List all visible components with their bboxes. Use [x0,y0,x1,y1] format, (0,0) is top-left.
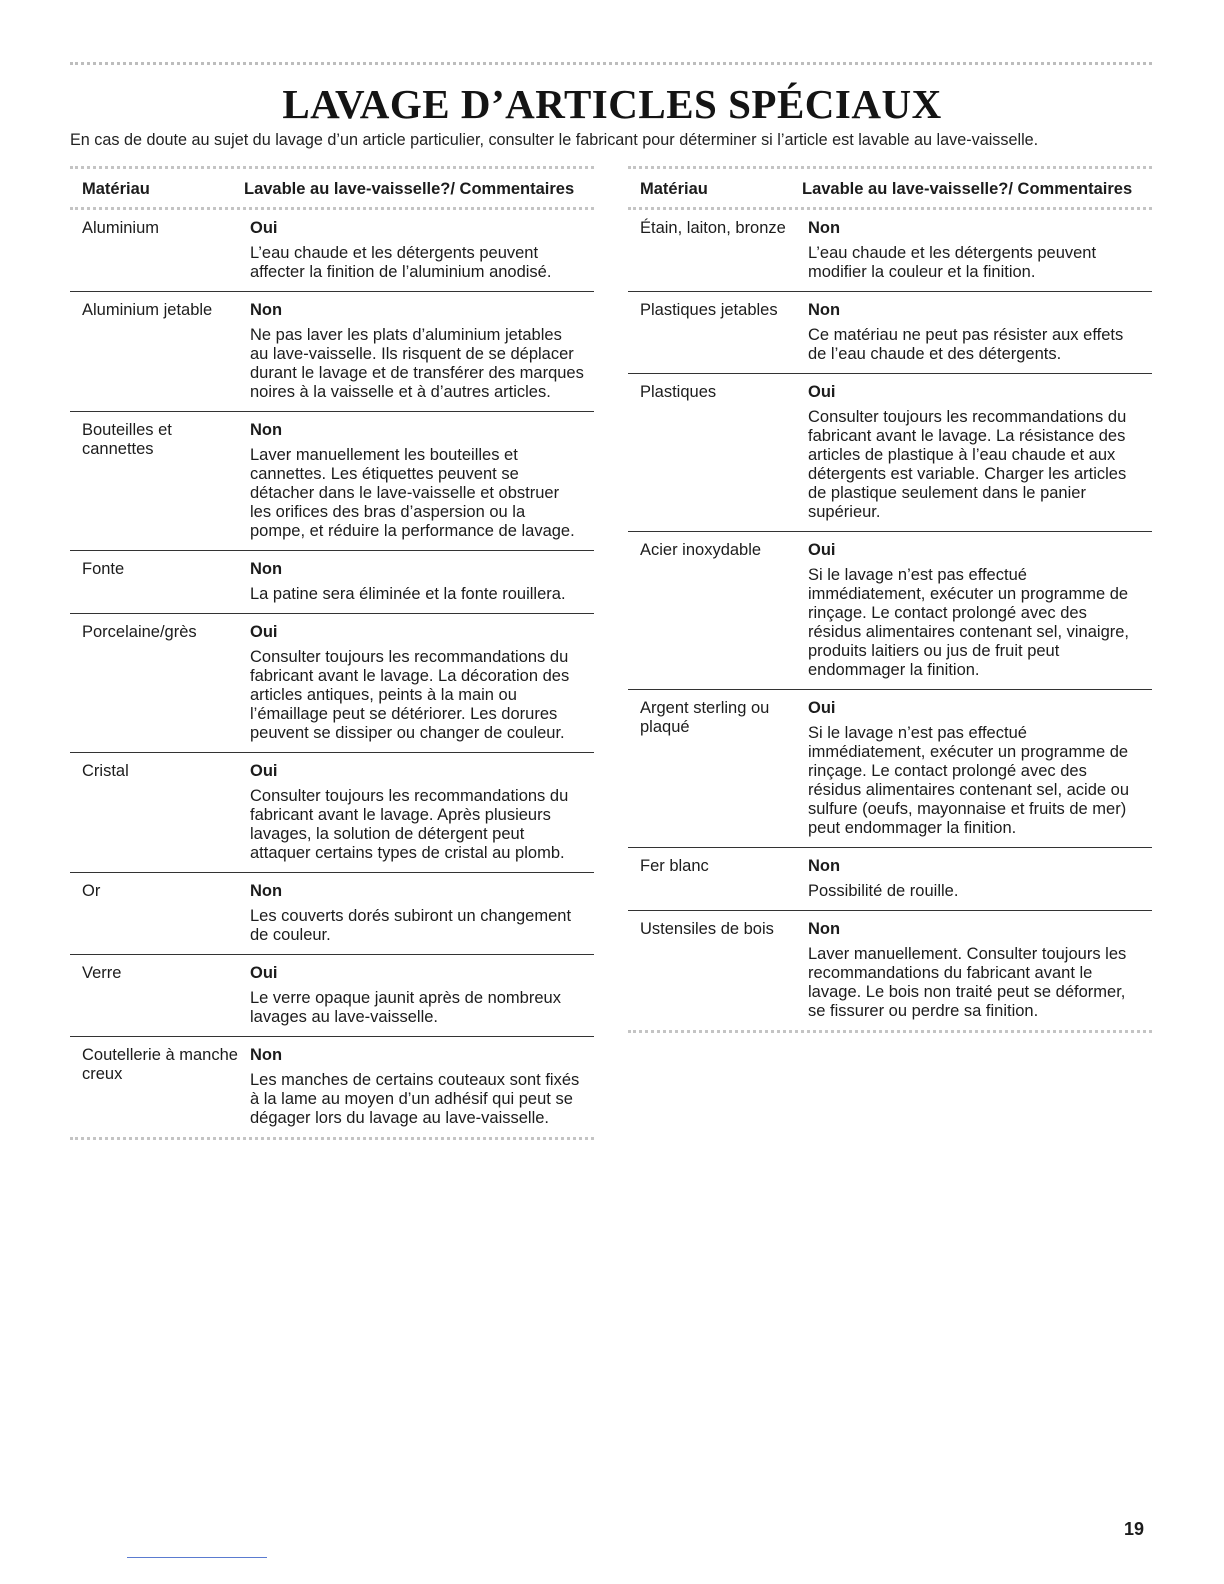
verdict: Oui [250,219,278,237]
table-row [628,848,1152,911]
page-number: 19 [1124,1519,1145,1539]
verdict: Non [808,219,841,237]
table-row [628,210,1152,292]
table-row [628,374,1152,532]
comment: Ne pas laver les plats d’aluminium jetables au lave-vaisselle. Ils risquent de se déplacer durant le lavage et de transférer des marques noires à la vaisselle et à d’autres articles. [250,326,584,401]
table-row [70,551,594,614]
material-cell: Cristal [82,762,129,780]
comment: Si le lavage n’est pas effectué immédiatement, exécuter un programme de rinçage. Le contact prolongé avec des résidus alimentaires contenant sel, vinaigre, produits laitiers ou jus de fruit peut endommager la finition. [808,566,1130,679]
washable-cell [250,623,594,743]
material-cell: Fer blanc [640,857,709,875]
material-cell: Aluminium jetable [82,301,213,319]
comment: Les manches de certains couteaux sont fixés à la lame au moyen d’un adhésif qui peut se dégager lors du lavage au lave-vaisselle. [250,1071,580,1127]
comment: Consulter toujours les recommandations du fabricant avant le lavage. La résistance des articles de plastique à l’eau chaude et aux détergents est variable. Charger les articles de plastique seulement dans le panier supérieur. [808,408,1127,521]
material-cell: Coutellerie à manche creux [82,1046,238,1083]
washable-cell [250,421,594,541]
material-cell: Acier inoxydable [640,541,762,559]
washable-cell [250,219,594,282]
material-cell: Argent sterling ou plaqué [640,699,770,736]
verdict: Non [808,857,841,875]
verdict: Oui [808,699,836,717]
washable-header: Lavable au lave-vaisselle?/ Commentaires [802,180,1133,198]
washable-cell [250,1046,594,1128]
comment: Consulter toujours les recommandations du fabricant avant le lavage. La décoration des articles antiques, peints à la main ou l’émaillage peut se détériorer. Les dorures peuvent se dissiper ou changer de couleur. [250,648,570,742]
material-cell: Verre [82,964,122,982]
right-table [628,166,1152,1033]
table-row [70,1037,594,1140]
washable-cell [808,857,1152,901]
verdict: Oui [808,541,836,559]
comment: L’eau chaude et les détergents peuvent modifier la couleur et la finition. [808,244,1097,281]
washable-cell [808,383,1152,522]
table-row [628,292,1152,374]
washable-cell [808,301,1152,364]
washable-cell [808,699,1152,838]
table-row [70,955,594,1037]
table-header [70,166,594,210]
comment: Si le lavage n’est pas effectué immédiatement, exécuter un programme de rinçage. Le contact prolongé avec des résidus alimentaires contenant sel, acide ou sulfure (oeufs, mayonnaise et fruits de mer) peut endommager la finition. [808,724,1130,837]
verdict: Oui [250,623,278,641]
verdict: Non [808,301,841,319]
comment: Le verre opaque jaunit après de nombreux lavages au lave-vaisselle. [250,989,561,1026]
washable-cell [808,920,1152,1021]
left-table-body [70,210,594,1140]
table-row [628,911,1152,1033]
verdict: Oui [250,762,278,780]
washable-cell [250,301,594,402]
verdict: Non [808,920,841,938]
table-row [70,873,594,955]
material-cell: Fonte [82,560,125,578]
material-cell: Aluminium [82,219,160,237]
table-row [70,614,594,753]
left-table [70,166,594,1140]
material-header: Matériau [82,180,150,198]
table-header [628,166,1152,210]
comment: Laver manuellement les bouteilles et cannettes. Les étiquettes peuvent se détacher dans le lave-vaisselle et obstruer les orifices des bras d’aspersion ou la pompe, et réduire la performance de lavage. [250,446,575,540]
table-row [70,292,594,412]
material-cell: Or [82,882,101,900]
verdict: Non [250,301,283,319]
material-header: Matériau [640,180,708,198]
comment: Les couverts dorés subiront un changement de couleur. [250,907,572,944]
comment: L’eau chaude et les détergents peuvent affecter la finition de l’aluminium anodisé. [250,244,552,281]
washable-cell [808,541,1152,680]
comment: Laver manuellement. Consulter toujours les recommandations du fabricant avant le lavage. Le bois non traité peut se déformer, se fissurer ou perdre sa finition. [808,945,1127,1020]
table-row [628,532,1152,690]
table-row [628,690,1152,848]
comment: Consulter toujours les recommandations du fabricant avant le lavage. Après plusieurs lavages, la solution de détergent peut attaquer certains types de cristal au plomb. [250,787,569,862]
verdict: Non [250,1046,283,1064]
comment: La patine sera éliminée et la fonte rouillera. [250,585,566,603]
verdict: Non [250,560,283,578]
page-title: LAVAGE D’ARTICLES SPÉCIAUX [282,81,942,127]
material-cell: Ustensiles de bois [640,920,774,938]
washable-cell [250,964,594,1027]
comment: Possibilité de rouille. [808,882,959,900]
table-row [70,753,594,873]
table-row [70,412,594,551]
verdict: Non [250,882,283,900]
verdict: Oui [808,383,836,401]
material-cell: Bouteilles et cannettes [82,421,172,458]
material-cell: Plastiques [640,383,717,401]
material-cell: Étain, laiton, bronze [640,219,786,237]
material-cell: Porcelaine/grès [82,623,197,641]
washable-cell [250,762,594,863]
material-cell: Plastiques jetables [640,301,778,319]
verdict: Non [250,421,283,439]
table-row [70,210,594,292]
right-table-body [628,210,1152,1033]
top-divider [70,62,1152,65]
washable-cell [250,560,594,604]
washable-cell [808,219,1152,282]
washable-cell [250,882,594,945]
footer-line [127,1557,267,1558]
washable-header: Lavable au lave-vaisselle?/ Commentaires [244,180,575,198]
comment: Ce matériau ne peut pas résister aux effets de l’eau chaude et des détergents. [808,326,1124,363]
verdict: Oui [250,964,278,982]
intro-text: En cas de doute au sujet du lavage d’un article particulier, consulter le fabricant pour déterminer si l’article est lavable au lave-vaisselle. [70,131,1039,149]
